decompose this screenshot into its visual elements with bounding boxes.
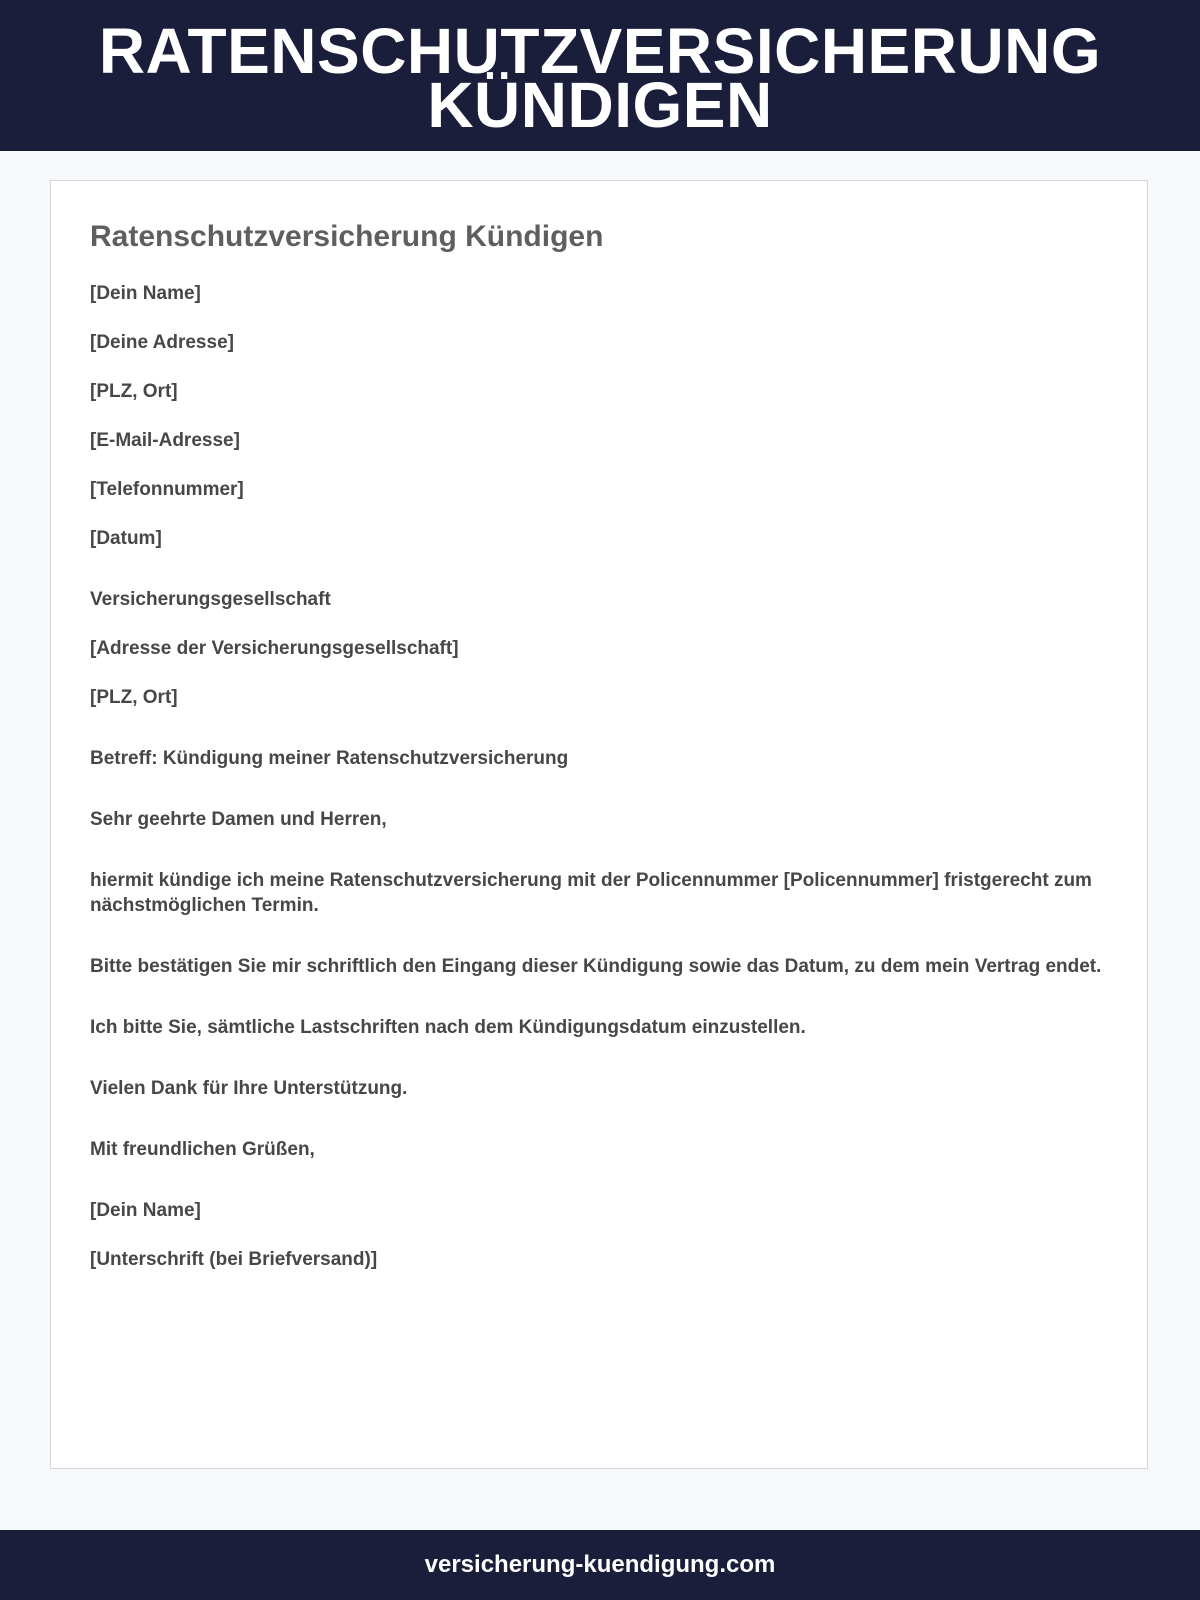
- recipient-city: [PLZ, Ort]: [90, 687, 178, 708]
- sender-city: [PLZ, Ort]: [90, 381, 178, 402]
- recipient-company: Versicherungsgesellschaft: [90, 589, 331, 610]
- sender-name: [Dein Name]: [90, 283, 201, 304]
- letter-paragraph-cancellation: hiermit kündige ich meine Ratenschutzversicherung mit der Policennummer [Policennummer] fristgerecht zum nächstmöglichen Termin.: [90, 870, 1092, 916]
- letter-paragraph-thanks: Vielen Dank für Ihre Unterstützung.: [90, 1078, 408, 1099]
- footer-site-link[interactable]: versicherung-kuendigung.com: [424, 1551, 776, 1578]
- signature-line: [Unterschrift (bei Briefversand)]: [90, 1249, 378, 1270]
- letter-date: [Datum]: [90, 528, 162, 549]
- top-banner: [0, 0, 1200, 151]
- recipient-address: [Adresse der Versicherungsgesellschaft]: [90, 638, 459, 659]
- sender-email: [E-Mail-Adresse]: [90, 430, 240, 451]
- page-title: RATENSCHUTZVERSICHERUNG KÜNDIGEN: [98, 14, 1102, 141]
- footer-banner: [0, 1530, 1200, 1600]
- letter-title: Ratenschutzversicherung Kündigen: [90, 220, 604, 253]
- letter-paragraph-confirmation: Bitte bestätigen Sie mir schriftlich den Eingang dieser Kündigung sowie das Datum, zu dem mein Vertrag endet.: [90, 956, 1102, 977]
- sender-address: [Deine Adresse]: [90, 332, 234, 353]
- letter-salutation: Sehr geehrte Damen und Herren,: [90, 809, 387, 830]
- letter-card: [50, 180, 1148, 1469]
- letter-subject: Betreff: Kündigung meiner Ratenschutzversicherung: [90, 748, 569, 769]
- sender-phone: [Telefonnummer]: [90, 479, 244, 500]
- letter-paragraph-direct-debits: Ich bitte Sie, sämtliche Lastschriften nach dem Kündigungsdatum einzustellen.: [90, 1017, 806, 1038]
- letter-closing: Mit freundlichen Grüßen,: [90, 1139, 315, 1160]
- signature-name: [Dein Name]: [90, 1200, 201, 1221]
